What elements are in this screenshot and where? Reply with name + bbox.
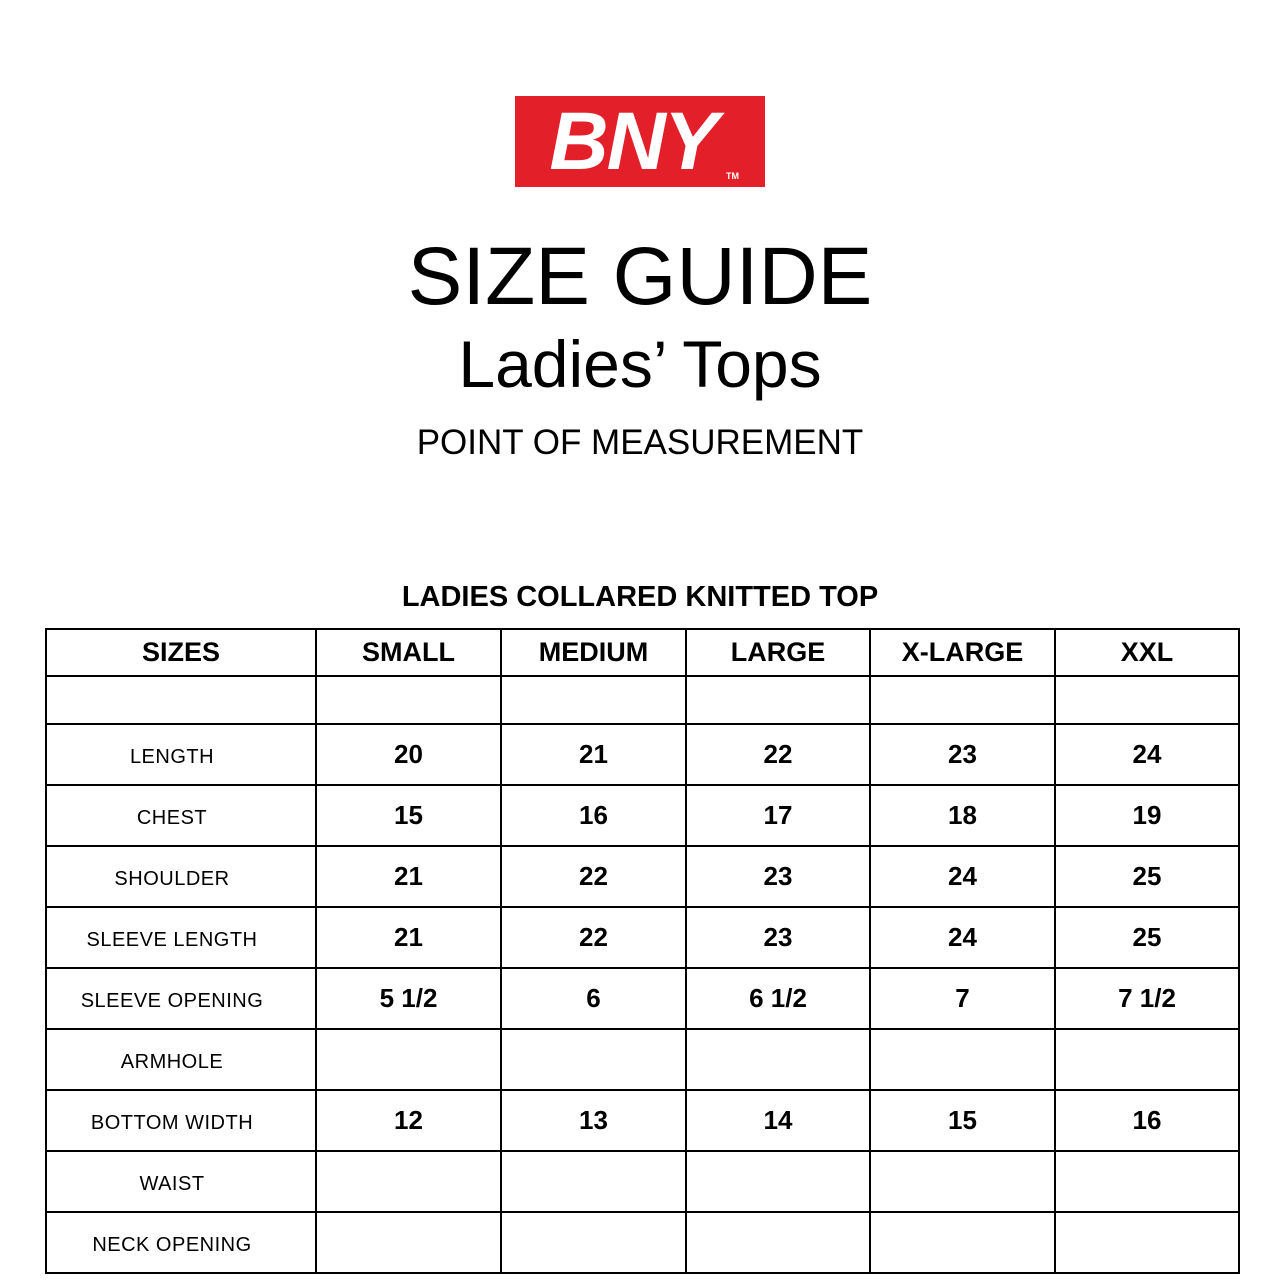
- page-subtitle: Ladies’ Tops: [458, 327, 822, 401]
- cell-value: 23: [686, 907, 870, 968]
- cell-empty: [870, 676, 1055, 724]
- cell-value: 25: [1055, 907, 1239, 968]
- point-of-measurement-heading: POINT OF MEASUREMENT: [416, 423, 864, 462]
- cell-value: [686, 1029, 870, 1090]
- cell-value: 22: [686, 724, 870, 785]
- cell-value: [686, 1212, 870, 1273]
- cell-value: 24: [870, 846, 1055, 907]
- row-label-cell: [46, 785, 316, 846]
- row-label-cell: [46, 724, 316, 785]
- table-row-sleeve-length: [46, 907, 1239, 968]
- cell-value: 14: [686, 1090, 870, 1151]
- row-label: SLEEVE OPENING: [80, 990, 264, 1012]
- table-row-armhole: [46, 1029, 1239, 1090]
- cell-value: [1055, 1212, 1239, 1273]
- cell-value: 18: [870, 785, 1055, 846]
- size-table: [45, 628, 1240, 1274]
- table-row-chest: [46, 785, 1239, 846]
- cell-value: [1055, 1151, 1239, 1212]
- row-label-cell: [46, 1090, 316, 1151]
- column-header-sizes: SIZES: [46, 629, 316, 676]
- cell-value: [316, 1151, 501, 1212]
- cell-value: 19: [1055, 785, 1239, 846]
- cell-empty: [316, 676, 501, 724]
- cell-value: 23: [870, 724, 1055, 785]
- cell-value: [316, 1029, 501, 1090]
- row-label-cell: [46, 1151, 316, 1212]
- row-label: LENGTH: [129, 746, 215, 768]
- cell-value: 24: [1055, 724, 1239, 785]
- row-label-cell: [46, 1212, 316, 1273]
- table-row-length: [46, 724, 1239, 785]
- cell-value: 15: [316, 785, 501, 846]
- table-row-shoulder: [46, 846, 1239, 907]
- cell-value: [686, 1151, 870, 1212]
- cell-value: 15: [870, 1090, 1055, 1151]
- column-header-xxl: XXL: [1055, 629, 1239, 676]
- row-label: SHOULDER: [114, 868, 230, 890]
- cell-value: 24: [870, 907, 1055, 968]
- column-header-medium: MEDIUM: [501, 629, 686, 676]
- row-label-cell: [46, 846, 316, 907]
- cell-value: 16: [501, 785, 686, 846]
- cell-value: [501, 1029, 686, 1090]
- trademark-mark: TM: [726, 171, 739, 181]
- cell-value: [870, 1029, 1055, 1090]
- brand-logo-text: BNY: [549, 96, 717, 187]
- row-label: WAIST: [139, 1173, 205, 1195]
- table-header-row: [46, 629, 1239, 676]
- cell-value: 22: [501, 907, 686, 968]
- column-header-large: LARGE: [686, 629, 870, 676]
- cell-value: 21: [501, 724, 686, 785]
- cell-value: 12: [316, 1090, 501, 1151]
- table-row-sleeve-opening: [46, 968, 1239, 1029]
- cell-value: 21: [316, 907, 501, 968]
- table-row-waist: [46, 1151, 1239, 1212]
- brand-logo: [515, 96, 765, 187]
- cell-value: 17: [686, 785, 870, 846]
- row-label-cell: [46, 968, 316, 1029]
- row-label: SLEEVE LENGTH: [86, 929, 258, 951]
- column-header-x-large: X-LARGE: [870, 629, 1055, 676]
- cell-value: 6: [501, 968, 686, 1029]
- cell-empty: [1055, 676, 1239, 724]
- cell-value: 16: [1055, 1090, 1239, 1151]
- cell-value: [316, 1212, 501, 1273]
- page-title: SIZE GUIDE: [407, 231, 873, 322]
- cell-value: [870, 1151, 1055, 1212]
- cell-value: 20: [316, 724, 501, 785]
- cell-value: 23: [686, 846, 870, 907]
- cell-value: [1055, 1029, 1239, 1090]
- cell-value: 7 1/2: [1055, 968, 1239, 1029]
- cell-value: 13: [501, 1090, 686, 1151]
- row-label: NECK OPENING: [92, 1234, 252, 1256]
- cell-value: 22: [501, 846, 686, 907]
- cell-empty: [686, 676, 870, 724]
- row-label-cell: [46, 907, 316, 968]
- cell-value: 5 1/2: [316, 968, 501, 1029]
- cell-value: 25: [1055, 846, 1239, 907]
- row-label-cell: [46, 1029, 316, 1090]
- cell-value: [501, 1212, 686, 1273]
- table-title: LADIES COLLARED KNITTED TOP: [401, 581, 879, 613]
- cell-value: 21: [316, 846, 501, 907]
- column-header-small: SMALL: [316, 629, 501, 676]
- table-row-blank: [46, 676, 1239, 724]
- table-row-bottom-width: [46, 1090, 1239, 1151]
- cell-value: 7: [870, 968, 1055, 1029]
- row-label: BOTTOM WIDTH: [90, 1112, 254, 1134]
- table-row-neck-opening: [46, 1212, 1239, 1273]
- cell-value: [501, 1151, 686, 1212]
- row-label: [46, 676, 316, 724]
- cell-value: 6 1/2: [686, 968, 870, 1029]
- row-label: CHEST: [136, 807, 208, 829]
- cell-value: [870, 1212, 1055, 1273]
- row-label: ARMHOLE: [120, 1051, 224, 1073]
- cell-empty: [501, 676, 686, 724]
